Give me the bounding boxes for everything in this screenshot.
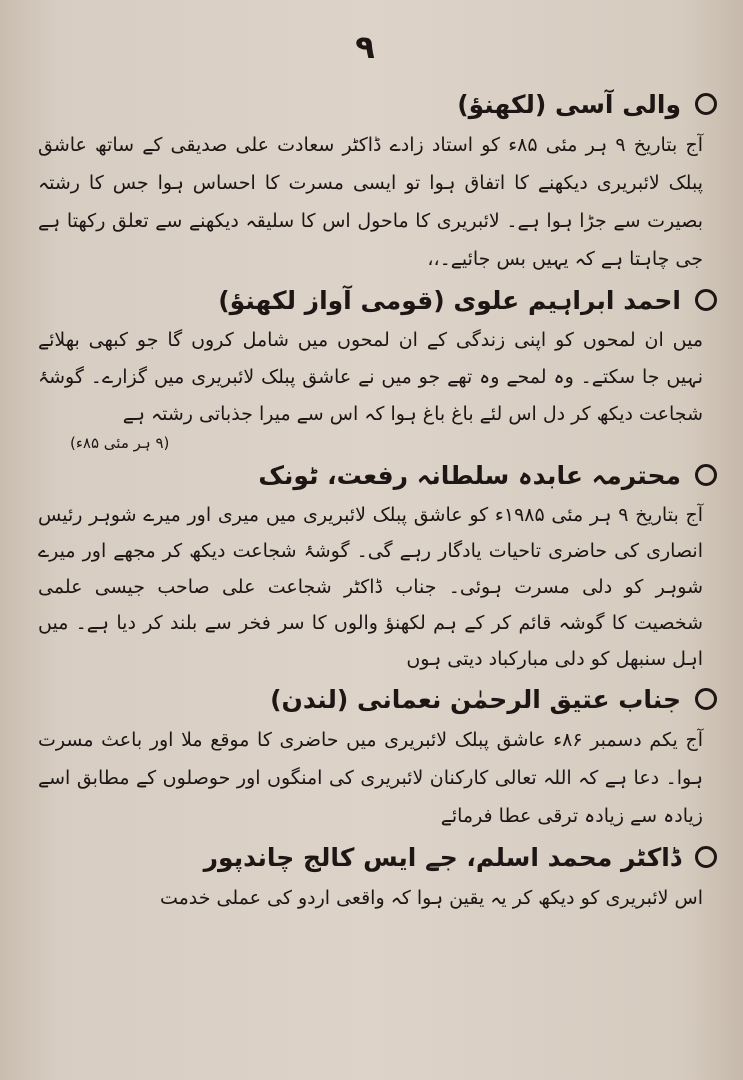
remark-text: اس لائبریری کو دیکھ کر یہ یقین ہوا کہ واقعی اردو کی عملی خدمت bbox=[159, 887, 703, 909]
bullet-circle-icon bbox=[695, 846, 717, 868]
visitor-remarks bbox=[30, 82, 721, 917]
bullet-circle-icon bbox=[695, 289, 717, 311]
remark-author: احمد ابراہیم علوی (قومی آواز لکھنؤ) bbox=[218, 285, 681, 315]
remark-entry bbox=[30, 278, 721, 453]
remark-author: جناب عتیق الرحمٰن نعمانی (لندن) bbox=[270, 684, 681, 714]
remark-heading bbox=[30, 278, 721, 322]
remark-author: ڈاکٹر محمد اسلم، جے ایس کالج چاندپور bbox=[203, 842, 681, 872]
remark-text: آج یکم دسمبر ۸۶ء عاشق پبلک لائبریری میں حاضری کا موقع ملا اور باعث مسرت ہوا۔ دعا ہے کہ اللہ تعالی کارکنان لائبریری کی امنگوں اور حوصلوں کے مطابق اسے زیادہ سے زیادہ ترقی عطا فرمائے bbox=[38, 729, 703, 827]
remark-entry bbox=[30, 453, 721, 677]
bullet-circle-icon bbox=[695, 93, 717, 115]
remark-date: (۹ ہر مئی ۸۵ء) bbox=[70, 434, 170, 452]
remark-text: میں ان لمحوں کو اپنی زندگی کے ان لمحوں میں شامل کروں گا جو کبھی بھلائے نہیں جا سکتے۔ وہ لمحے وہ تھے جو میں نے عاشق پبلک لائبریری میں گزارے۔ گوشۂ شجاعت دیکھ کر دل اس لئے باغ باغ ہوا کہ اس سے میرا جذباتی رشتہ ہے bbox=[38, 329, 703, 425]
bullet-circle-icon bbox=[695, 688, 717, 710]
remark-heading bbox=[30, 677, 721, 721]
remark-heading bbox=[30, 82, 721, 126]
remark-heading bbox=[30, 835, 721, 879]
remark-entry bbox=[30, 82, 721, 278]
remark-entry bbox=[30, 835, 721, 917]
remark-text: آج بتاریخ ۹ ہر مئی ۸۵ء کو استاد زادے ڈاکٹر سعادت علی صدیقی کے ساتھ عاشق پبلک لائبریری دیکھنے کا اتفاق ہوا تو ایسی مسرت کا احساس ہوا جس کا رشتہ بصیرت سے جڑا ہوا ہے۔ لائبریری کا ماحول اس کا سلیقہ دیکھنے سے تعلق رکھتا ہے جی چاہتا ہے کہ یہیں بس جائیے۔،، bbox=[38, 134, 703, 270]
remark-author: محترمہ عابدہ سلطانہ رفعت، ٹونک bbox=[258, 460, 681, 490]
remark-text: آج بتاریخ ۹ ہر مئی ۱۹۸۵ء کو عاشق پبلک لائبریری میں میری اور میرے شوہر رئیس انصاری کی حاضری تاحیات یادگار رہے گی۔ گوشۂ شجاعت دیکھ کر مجھے اور میرے شوہر کو دلی مسرت ہوئی۔ جناب ڈاکٹر شجاعت علی صاحب جیسی علمی شخصیت کا گوشہ قائم کر کے ہم لکھنؤ والوں کا سر فخر سے بلند کر دیا ہے۔ میں اہل سنبھل کو دلی مبارکباد دیتی ہوں bbox=[38, 504, 704, 670]
remark-entry bbox=[30, 677, 721, 835]
page-number: ۹ bbox=[355, 28, 375, 66]
remark-heading bbox=[30, 453, 721, 497]
remark-author: والی آسی (لکھنؤ) bbox=[457, 89, 681, 119]
bullet-circle-icon bbox=[695, 464, 717, 486]
